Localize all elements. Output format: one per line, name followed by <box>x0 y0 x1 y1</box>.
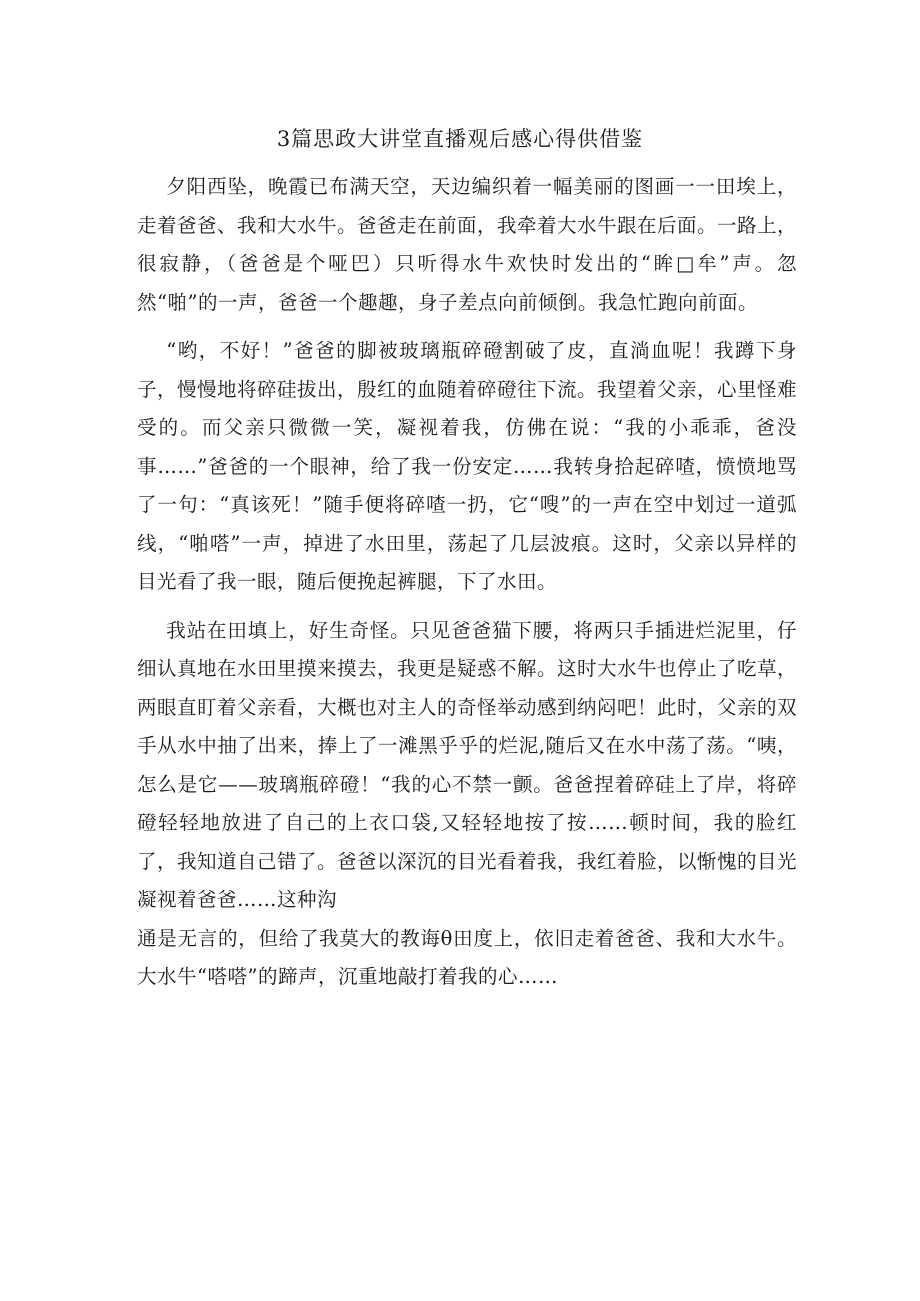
paragraph-3: 我站在田填上，好生奇怪。只见爸爸猫下腰，将两只手插进烂泥里，仔细认真地在水田里摸来摸去，我更是疑惑不解。这时大水牛也停止了吃草，两眼直盯着父亲看，大概也对主人的奇怪举动感到纳闷吧！此时，父亲的双手从水中抽了出来，捧上了一滩黑乎乎的烂泥,随后又在水中荡了荡。“咦，怎么是它——玻璃瓶碎磴！“我的心不禁一颤。爸爸捏着碎硅上了岸，将碎磴轻轻地放进了自己的上衣口袋,又轻轻地按了按……顿时间，我的脸红了，我知道自己错了。爸爸以深沉的目光看着我，我红着脸，以惭愧的目光凝视着爸爸……这种沟 <box>137 618 798 911</box>
paragraph-1: 夕阳西坠，晚霞已布满天空，天边编织着一幅美丽的图画一一田埃上，走着爸爸、我和大水牛。爸爸走在前面，我牵着大水牛跟在后面。一路上，很寂静，（爸爸是个哑巴）只听得水牛欢快时发出的“眸□牟”声。忽然“啪”的一声，爸爸一个趣趣，身子差点向前倾倒。我急忙跑向前面。 <box>137 175 798 314</box>
document-title: 3篇思政大讲堂直播观后感心得供借鉴 <box>276 127 644 151</box>
paragraph-2: “哟，不好！”爸爸的脚被玻璃瓶碎磴割破了皮，直淌血呢！我蹲下身子，慢慢地将碎硅拔出，殷红的血随着碎磴往下流。我望着父亲，心里怪难受的。而父亲只微微一笑，凝视着我，仿佛在说：“我的小乖乖，爸没事……”爸爸的一个眼神，给了我一份安定……我转身拾起碎喳，愤愤地骂了一句：“真该死！”随手便将碎喳一扔，它“嗖”的一声在空中划过一道弧线，“啪嗒”一声，掉进了水田里，荡起了几层波痕。这时，父亲以异样的目光看了我一眼，随后便挽起裤腿，下了水田。 <box>137 339 798 593</box>
document-body <box>137 168 797 997</box>
paragraph-4: 通是无言的，但给了我莫大的教诲θ田度上，依旧走着爸爸、我和大水牛。大水牛“嗒嗒”的蹄声，沉重地敲打着我的心…… <box>137 926 797 988</box>
